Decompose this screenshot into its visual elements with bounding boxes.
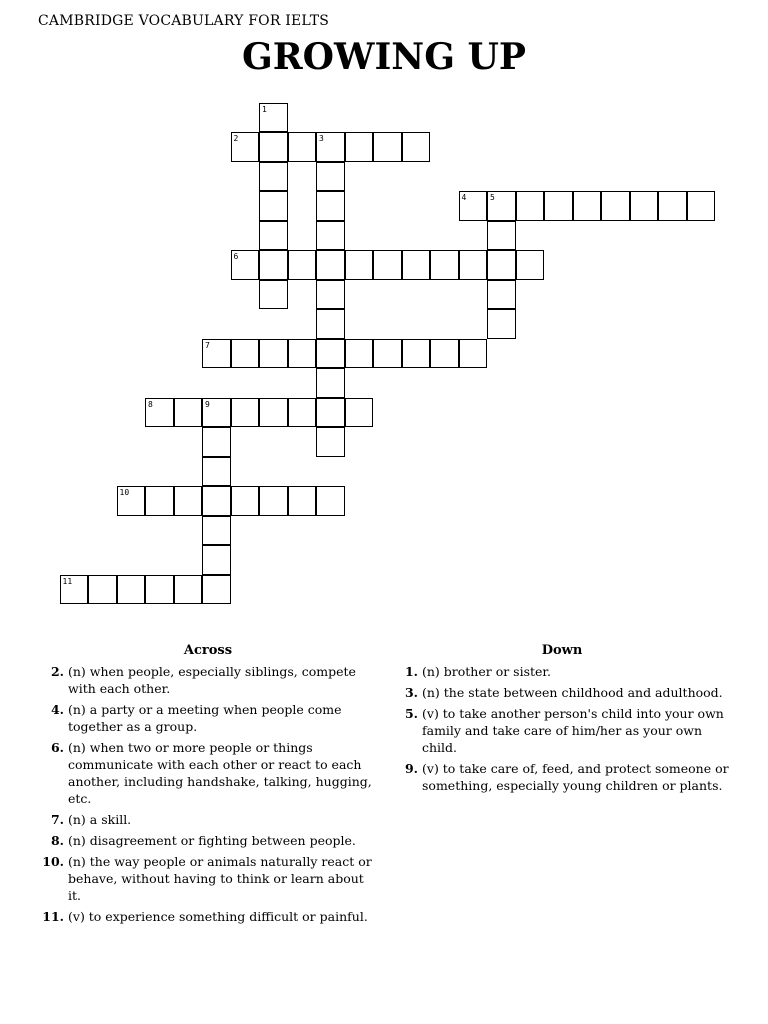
grid-cell[interactable]: [630, 191, 659, 221]
grid-cell[interactable]: [316, 368, 345, 398]
across-clue: [38, 739, 378, 807]
grid-cell[interactable]: [231, 250, 260, 280]
grid-cell[interactable]: [345, 250, 374, 280]
grid-cell[interactable]: [60, 575, 89, 605]
clue-number: 2.: [50, 664, 64, 679]
clue-number: 10.: [42, 854, 64, 869]
grid-cell[interactable]: [430, 339, 459, 369]
grid-cell[interactable]: [202, 486, 231, 516]
grid-cell[interactable]: [259, 221, 288, 251]
grid-cell[interactable]: [202, 427, 231, 457]
header-text: CAMBRIDGE VOCABULARY FOR IELTS: [38, 13, 330, 29]
grid-cell[interactable]: [231, 486, 260, 516]
grid-cell[interactable]: [402, 132, 431, 162]
grid-cell[interactable]: [316, 486, 345, 516]
grid-cell[interactable]: [459, 191, 488, 221]
across-clue: [38, 663, 378, 697]
grid-cell[interactable]: [117, 486, 146, 516]
grid-cell[interactable]: [316, 132, 345, 162]
grid-cell[interactable]: [487, 221, 516, 251]
grid-cell[interactable]: [459, 339, 488, 369]
grid-cell[interactable]: [174, 486, 203, 516]
across-clue: [38, 811, 378, 828]
grid-cell[interactable]: [373, 339, 402, 369]
clue-text: (n) when people, especially siblings, compete with each other.: [68, 664, 356, 696]
grid-cell[interactable]: [316, 398, 345, 428]
clue-number: 1.: [404, 664, 418, 679]
grid-cell[interactable]: [202, 575, 231, 605]
down-clue: [392, 705, 732, 756]
grid-cell[interactable]: [88, 575, 117, 605]
grid-cell[interactable]: [487, 309, 516, 339]
grid-cell[interactable]: [316, 162, 345, 192]
clue-text: (n) a skill.: [68, 812, 132, 827]
clue-text: (n) the state between childhood and adulthood.: [422, 685, 723, 700]
grid-cell[interactable]: [231, 132, 260, 162]
grid-cell[interactable]: [145, 575, 174, 605]
clue-number: 9.: [404, 761, 418, 776]
grid-cell[interactable]: [459, 250, 488, 280]
grid-cell[interactable]: [288, 132, 317, 162]
grid-cell[interactable]: [259, 339, 288, 369]
clue-text: (v) to take another person's child into your own family and take care of him/her as your own child.: [422, 706, 724, 755]
grid-cell[interactable]: [316, 339, 345, 369]
cell-number: 11: [62, 576, 73, 586]
grid-cell[interactable]: [259, 486, 288, 516]
grid-cell[interactable]: [316, 427, 345, 457]
grid-cell[interactable]: [202, 339, 231, 369]
grid-cell[interactable]: [430, 250, 459, 280]
cell-number: 5: [490, 193, 495, 202]
grid-cell[interactable]: [259, 398, 288, 428]
grid-cell[interactable]: [202, 516, 231, 546]
down-clue: [392, 663, 732, 680]
grid-cell[interactable]: [658, 191, 687, 221]
cell-number: 3: [319, 134, 324, 143]
clue-number: 4.: [50, 702, 64, 717]
grid-cell[interactable]: [687, 191, 716, 221]
grid-cell[interactable]: [316, 280, 345, 310]
clue-number: 7.: [50, 812, 64, 827]
grid-cell[interactable]: [288, 398, 317, 428]
across-heading: Across: [183, 643, 233, 658]
grid-cell[interactable]: [487, 250, 516, 280]
grid-cell[interactable]: [259, 103, 288, 133]
grid-cell[interactable]: [544, 191, 573, 221]
cell-number: 4: [461, 193, 467, 202]
clue-number: 11.: [42, 909, 64, 924]
grid-cell[interactable]: [487, 280, 516, 310]
grid-cell[interactable]: [316, 191, 345, 221]
grid-cell[interactable]: [516, 191, 545, 221]
down-clue: [392, 760, 732, 794]
grid-cell[interactable]: [345, 398, 374, 428]
grid-cell[interactable]: [373, 132, 402, 162]
grid-cell[interactable]: [316, 309, 345, 339]
grid-cell[interactable]: [288, 486, 317, 516]
across-clue: [38, 832, 378, 849]
cell-number: 1: [262, 104, 267, 114]
cell-number: 7: [205, 340, 210, 350]
clue-text: (n) brother or sister.: [422, 664, 551, 679]
cell-number: 9: [205, 399, 210, 409]
grid-cell[interactable]: [202, 398, 231, 428]
grid-cell[interactable]: [202, 457, 231, 487]
cell-number: 10: [119, 488, 130, 497]
grid-cell[interactable]: [345, 339, 374, 369]
grid-cell[interactable]: [174, 398, 203, 428]
clue-number: 8.: [50, 833, 64, 848]
grid-cell[interactable]: [231, 339, 260, 369]
grid-cell[interactable]: [145, 398, 174, 428]
clue-text: (v) to take care of, feed, and protect someone or something, especially young children or plants.: [422, 761, 729, 793]
grid-cell[interactable]: [259, 250, 288, 280]
cell-number: 2: [233, 134, 239, 143]
grid-cell[interactable]: [516, 250, 545, 280]
down-heading: Down: [541, 643, 583, 658]
clue-text: (n) the way people or animals naturally react or behave, without having to think or learn about it.: [68, 854, 372, 903]
clue-text: (n) disagreement or fighting between people.: [68, 833, 356, 848]
cell-number: 6: [233, 252, 239, 261]
grid-cell[interactable]: [316, 250, 345, 280]
down-clue: [392, 684, 732, 701]
down-clues: [392, 642, 732, 798]
grid-cell[interactable]: [174, 575, 203, 605]
grid-cell[interactable]: [345, 132, 374, 162]
grid-cell[interactable]: [288, 339, 317, 369]
grid-cell[interactable]: [487, 191, 516, 221]
clue-text: (v) to experience something difficult or painful.: [68, 909, 368, 924]
grid-cell[interactable]: [373, 250, 402, 280]
clue-number: 6.: [50, 740, 64, 755]
grid-cell[interactable]: [202, 545, 231, 575]
grid-cell[interactable]: [231, 398, 260, 428]
across-clue: [38, 701, 378, 735]
clue-text: (n) when two or more people or things communicate with each other or react to each another, including handshake, talking, hugging, etc.: [68, 740, 372, 806]
grid-cell[interactable]: [259, 280, 288, 310]
clue-number: 5.: [404, 706, 418, 721]
across-clue: [38, 853, 378, 904]
grid-cell[interactable]: [259, 191, 288, 221]
grid-cell[interactable]: [145, 486, 174, 516]
across-clue: [38, 908, 378, 925]
clue-number: 3.: [404, 685, 418, 700]
grid-cell[interactable]: [402, 250, 431, 280]
grid-cell[interactable]: [117, 575, 146, 605]
grid-cell[interactable]: [316, 221, 345, 251]
clue-text: (n) a party or a meeting when people come together as a group.: [68, 702, 342, 734]
grid-cell[interactable]: [402, 339, 431, 369]
grid-cell[interactable]: [259, 162, 288, 192]
across-clues: [38, 642, 378, 929]
cell-number: 8: [148, 399, 153, 409]
grid-cell[interactable]: [601, 191, 630, 221]
grid-cell[interactable]: [288, 250, 317, 280]
page-title: GROWING UP: [242, 36, 526, 78]
grid-cell[interactable]: [259, 132, 288, 162]
grid-cell[interactable]: [573, 191, 602, 221]
